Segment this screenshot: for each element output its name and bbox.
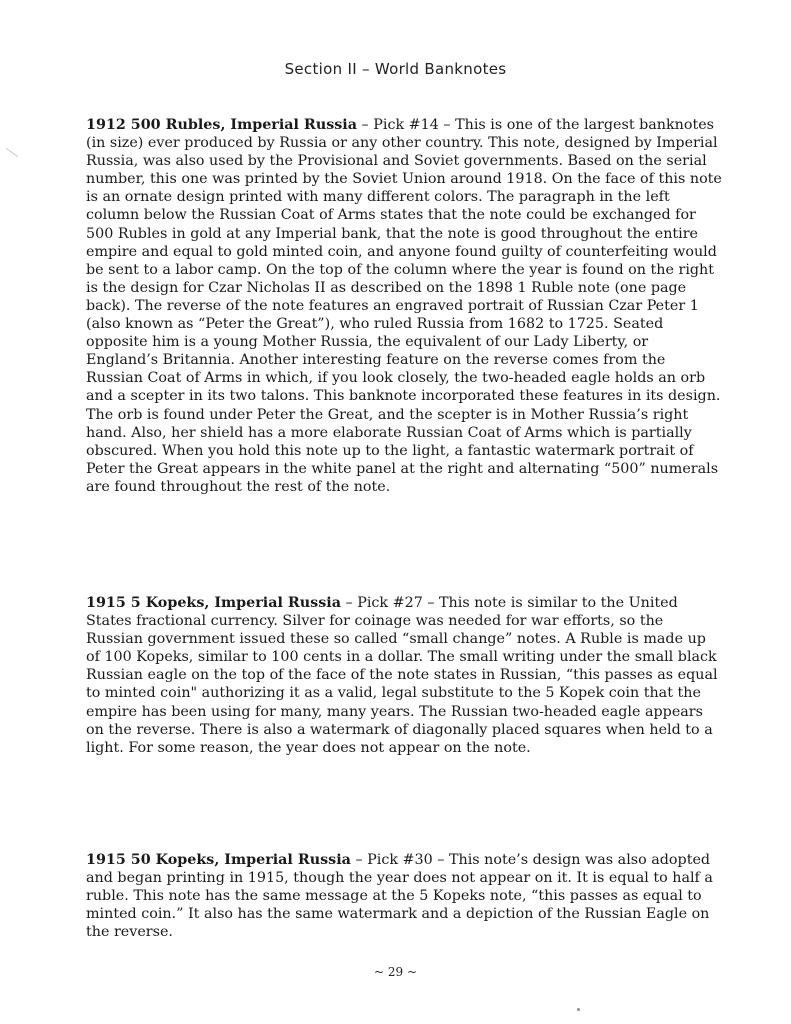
scan-speck: [6, 148, 18, 157]
banknote-entry-50-kopeks: [86, 851, 722, 941]
entry-title: 1915 50 Kopeks, Imperial Russia: [86, 852, 351, 868]
scan-speck: [577, 1008, 580, 1011]
page-number: ~ 29 ~: [373, 965, 417, 979]
entry-title: 1915 5 Kopeks, Imperial Russia: [86, 595, 341, 611]
banknote-entry-500-rubles: [86, 116, 722, 496]
banknote-entry-5-kopeks: [86, 594, 722, 757]
entry-body: – Pick #14 – This is one of the largest banknotes (in size) ever produced by Russia or any other country. This note, designed by Imperial Russia, was also used by the Provisional and Soviet governments. Based on the serial number, this one was printed by the Soviet Union around 1918. On the face of this note is an ornate design printed with many different colors. The paragraph in the left column below the Russian Coat of Arms states that the note could be exchanged for 500 Rubles in gold at any Imperial bank, that the note is good throughout the entire empire and equal to gold minted coin, and anyone found guilty of counterfeiting would be sent to a labor camp. On the top of the column where the year is found on the right is the design for Czar Nicholas II as described on the 1898 1 Ruble note (one page back). The reverse of the note features an engraved portrait of Russian Czar Peter 1 (also known as “Peter the Great”), who ruled Russia from 1682 to 1725. Seated opposite him is a young Mother Russia, the equivalent of our Lady Liberty, or England’s Britannia. Another interesting feature on the reverse comes from the Russian Coat of Arms in which, if you look closely, the two-headed eagle holds an orb and a scepter in its two talons. This banknote incorporated these features in its design. The orb is found under Peter the Great, and the scepter is in Mother Russia’s right hand. Also, her shield has a more elaborate Russian Coat of Arms which is partially obscured. When you hold this note up to the light, a fantastic watermark portrait of Peter the Great appears in the white panel at the right and alternating “500” numerals are found throughout the rest of the note.: [86, 117, 722, 495]
entry-body: – Pick #27 – This note is similar to the United States fractional currency. Silver for coinage was needed for war efforts, so the Russian government issued these so called “small change” notes. A Ruble is made up of 100 Kopeks, similar to 100 cents in a dollar. The small writing under the small black Russian eagle on the top of the face of the note states in Russian, “this passes as equal to minted coin" authorizing it as a valid, legal substitute to the 5 Kopek coin that the empire has been using for many, many years. The Russian two-headed eagle appears on the reverse. There is also a watermark of diagonally placed squares when held to a light. For some reason, the year does not appear on the note.: [86, 595, 718, 756]
page-header: Section II – World Banknotes: [284, 60, 507, 78]
entry-title: 1912 500 Rubles, Imperial Russia: [86, 117, 358, 133]
entry-body: – Pick #30 – This note’s design was also adopted and began printing in 1915, though the year does not appear on it. It is equal to half a ruble. This note has the same message at the 5 Kopeks note, “this passes as equal to minted coin.” It also has the same watermark and a depiction of the Russian Eagle on the reverse.: [86, 852, 713, 941]
